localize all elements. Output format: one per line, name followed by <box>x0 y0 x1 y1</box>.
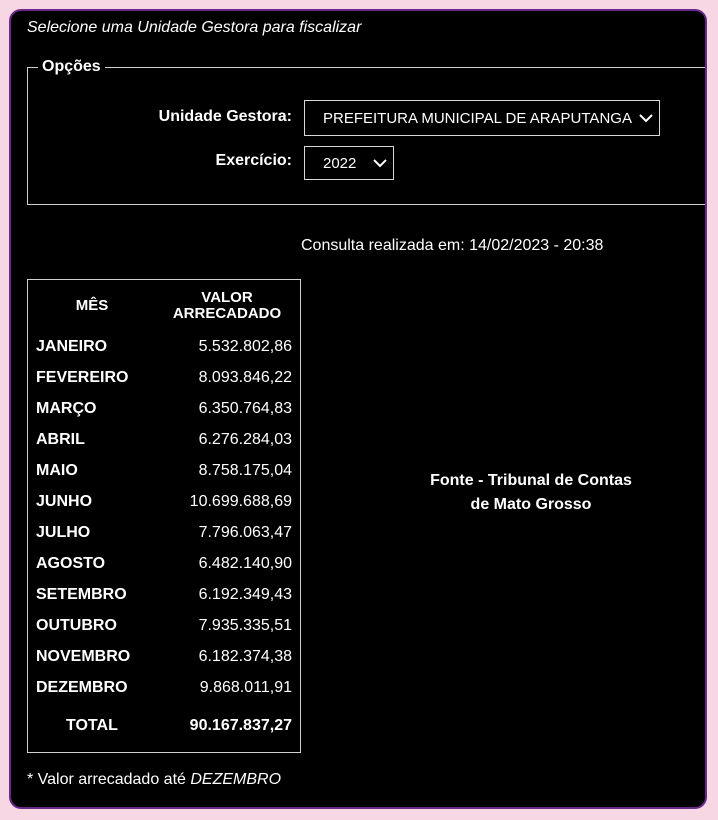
month-cell: AGOSTO <box>36 555 106 572</box>
month-cell: JUNHO <box>36 493 93 510</box>
table-row <box>28 338 300 362</box>
value-cell: 7.796.063,47 <box>198 524 292 541</box>
table-row <box>28 679 300 703</box>
footnote-month: DEZEMBRO <box>190 771 282 788</box>
month-cell: FEVEREIRO <box>36 369 129 386</box>
table-row <box>28 369 300 393</box>
exercicio-select[interactable] <box>304 146 394 180</box>
value-cell: 6.276.284,03 <box>198 431 292 448</box>
footnote-prefix: * Valor arrecadado até <box>27 771 186 788</box>
unidade-gestora-select[interactable] <box>304 100 660 136</box>
table-row <box>28 462 300 486</box>
table-row <box>28 524 300 548</box>
value-cell: 5.532.802,86 <box>198 338 292 355</box>
month-cell: SETEMBRO <box>36 586 127 603</box>
month-cell: OUTUBRO <box>36 617 117 634</box>
month-cell: JULHO <box>36 524 91 541</box>
table-row <box>28 586 300 610</box>
query-timestamp: Consulta realizada em: 14/02/2023 - 20:38 <box>301 237 604 254</box>
month-cell: MAIO <box>36 462 78 479</box>
column-header-mes: MÊS <box>75 297 109 314</box>
month-cell: NOVEMBRO <box>36 648 131 665</box>
value-cell: 8.093.846,22 <box>198 369 292 386</box>
exercicio-label: Exercício: <box>215 152 292 169</box>
options-legend: Opções <box>38 58 105 76</box>
table-row <box>28 617 300 641</box>
table-row <box>28 400 300 424</box>
unidade-gestora-value: PREFEITURA MUNICIPAL DE ARAPUTANGA <box>323 109 632 127</box>
value-cell: 6.482.140,90 <box>198 555 292 572</box>
unidade-gestora-label: Unidade Gestora: <box>158 108 292 125</box>
chevron-down-icon <box>367 158 393 168</box>
value-cell: 9.868.011,91 <box>199 679 292 696</box>
footnote <box>27 771 281 789</box>
value-cell: 6.192.349,43 <box>198 586 292 603</box>
source-line-2: de Mato Grosso <box>470 496 592 513</box>
source-line-1: Fonte - Tribunal de Contas <box>430 472 632 489</box>
main-panel <box>9 9 707 809</box>
table-row <box>28 493 300 517</box>
table-row <box>28 648 300 672</box>
total-label: TOTAL <box>66 717 118 734</box>
options-fieldset <box>27 58 707 205</box>
column-header-valor: VALOR ARRECADADO <box>172 289 282 322</box>
table-row <box>28 555 300 579</box>
value-cell: 7.935.335,51 <box>198 617 292 634</box>
month-cell: MARÇO <box>36 400 97 417</box>
total-row <box>28 717 300 741</box>
revenue-table <box>27 279 301 753</box>
value-cell: 6.182.374,38 <box>198 648 292 665</box>
month-cell: JANEIRO <box>36 338 108 355</box>
month-cell: DEZEMBRO <box>36 679 128 696</box>
page-heading: Selecione uma Unidade Gestora para fiscalizar <box>27 19 362 36</box>
value-cell: 8.758.175,04 <box>198 462 292 479</box>
source-credit <box>381 469 681 517</box>
value-cell: 6.350.764,83 <box>198 400 292 417</box>
value-cell: 10.699.688,69 <box>189 493 292 510</box>
total-value: 90.167.837,27 <box>189 717 292 734</box>
exercicio-value: 2022 <box>323 154 357 172</box>
table-row <box>28 431 300 455</box>
month-cell: ABRIL <box>36 431 85 448</box>
chevron-down-icon <box>633 113 659 123</box>
